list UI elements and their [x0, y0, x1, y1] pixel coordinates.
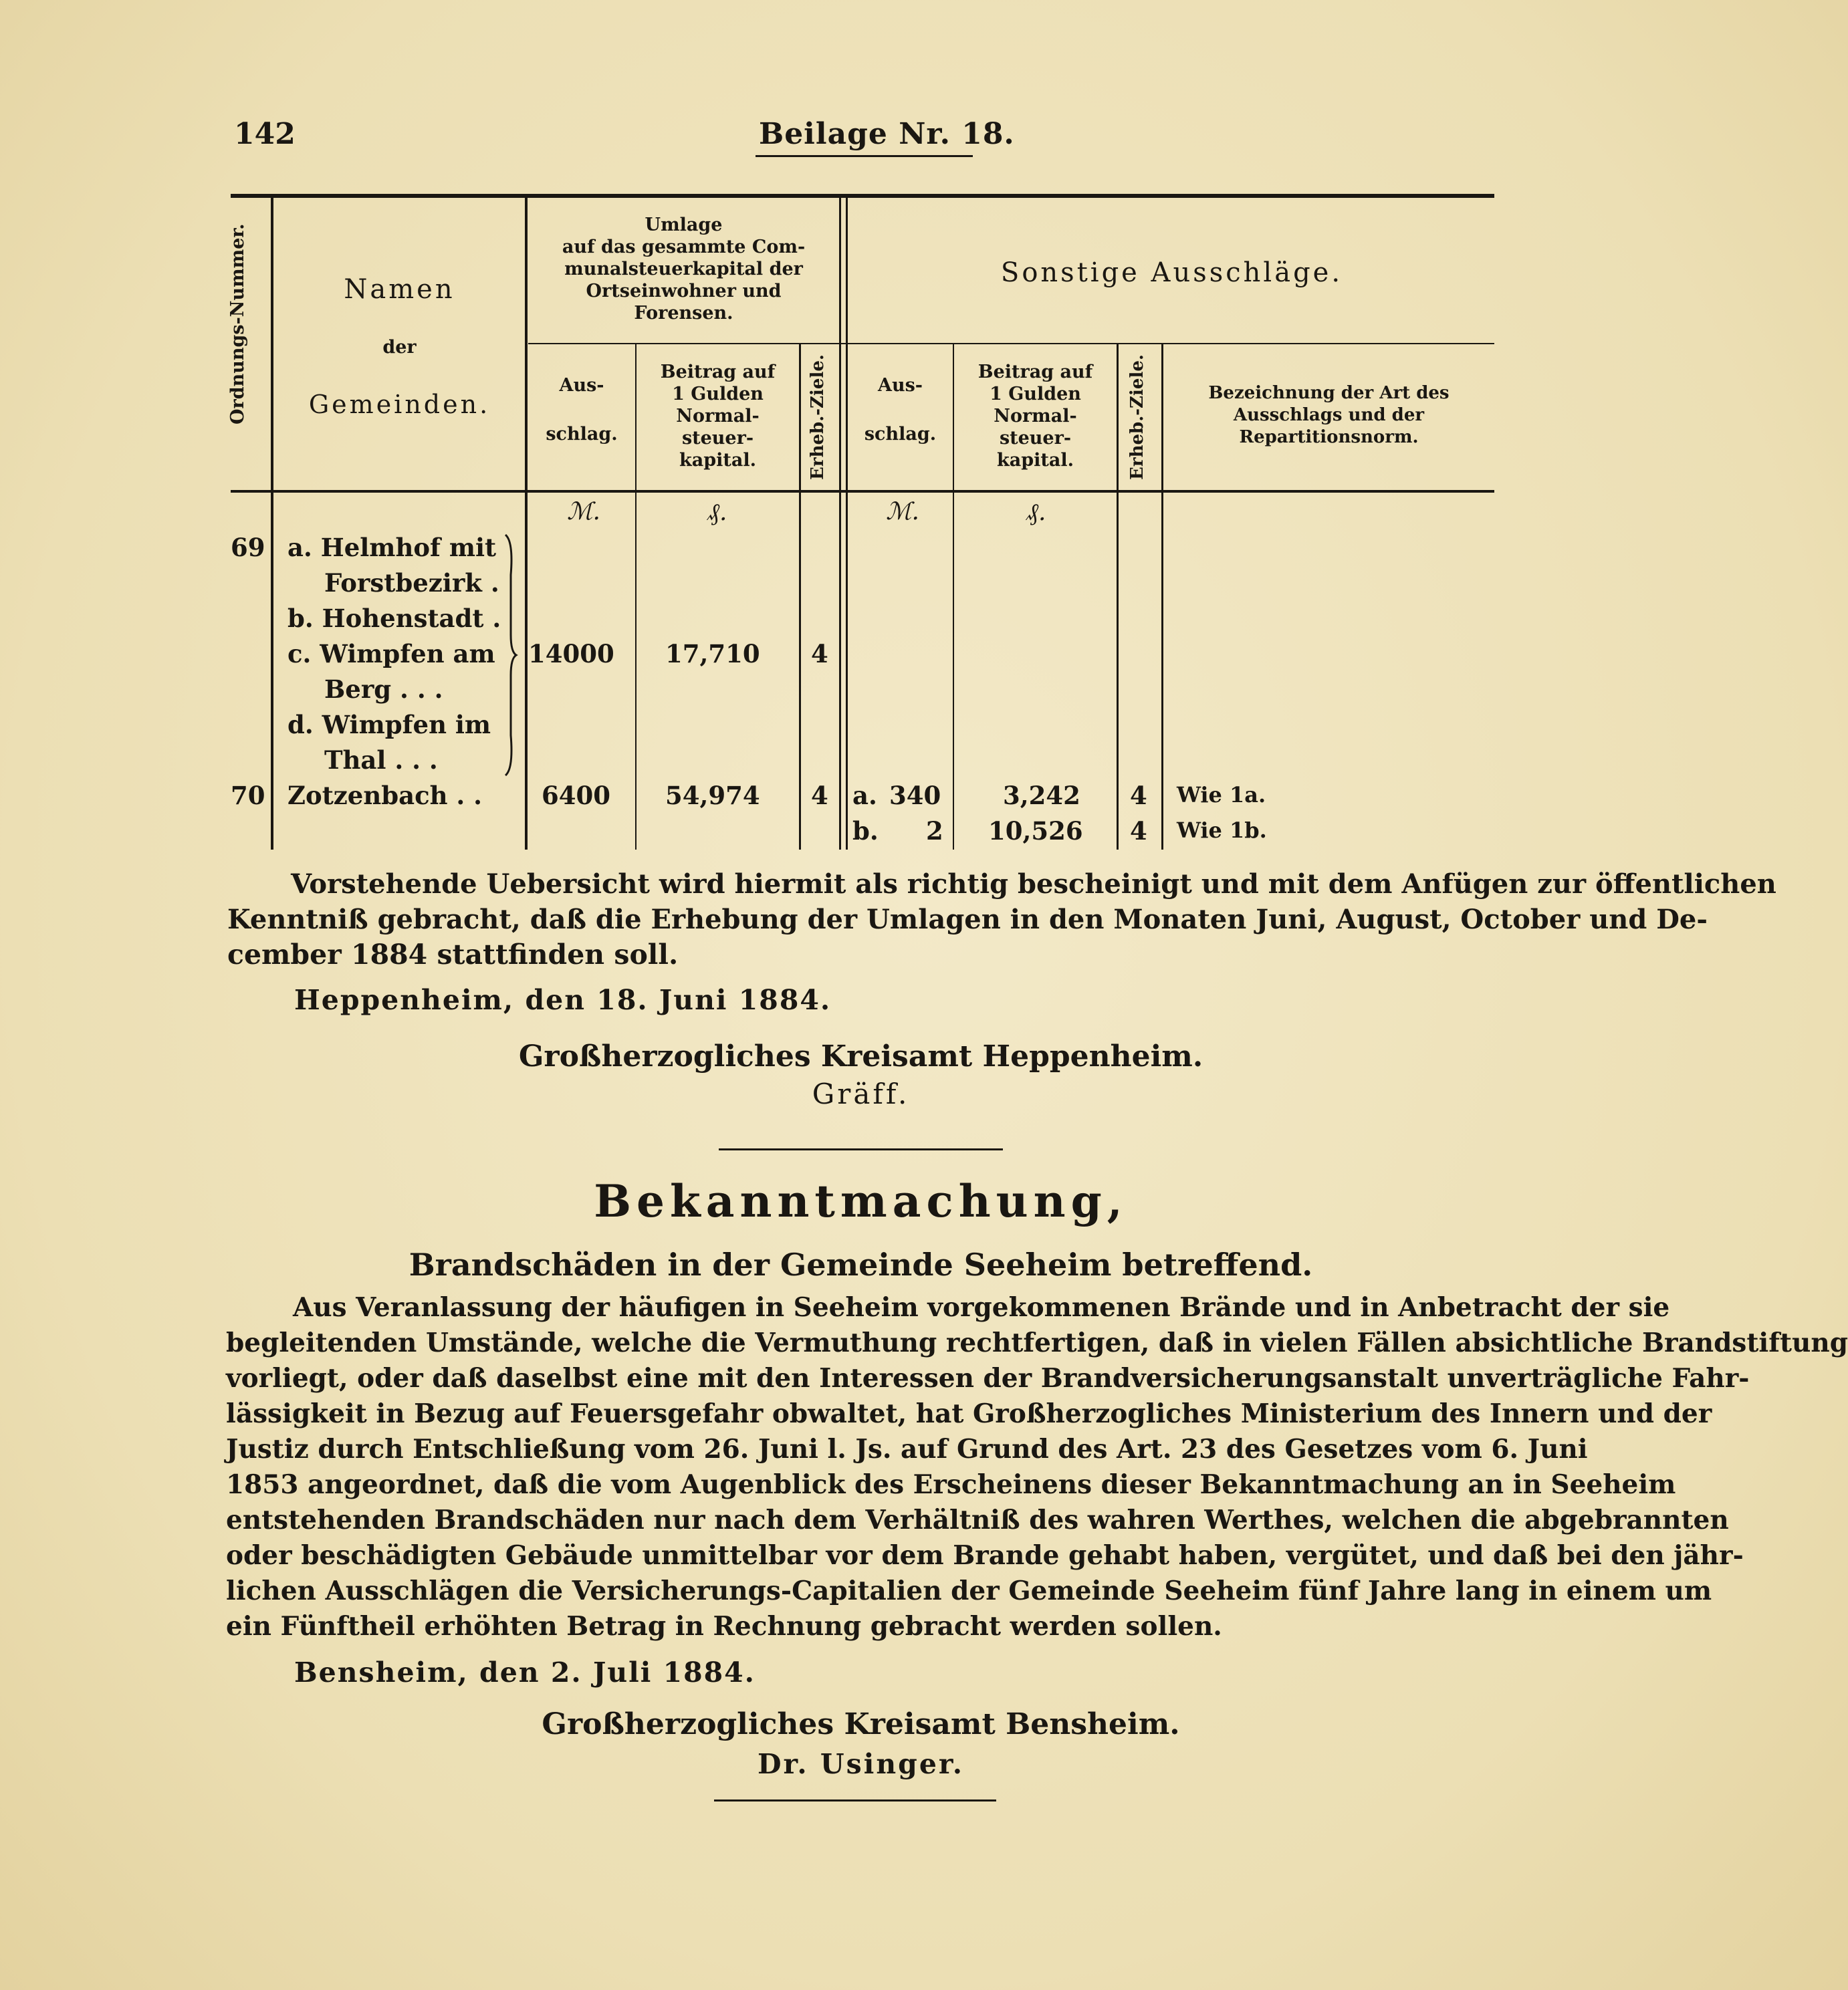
ausschlag-value: 6400	[542, 781, 610, 810]
sonstige-erheb: 4	[1130, 816, 1147, 846]
municipality-name: d. Wimpfen im	[287, 710, 491, 739]
bottom-rule	[714, 1799, 996, 1801]
header-namen: Namen	[344, 274, 455, 305]
row-number: 69	[231, 533, 265, 562]
municipality-name: Berg . . .	[324, 674, 443, 704]
supplement-title: Beilage Nr. 18.	[759, 117, 1015, 151]
ausschlag-value: 14000	[528, 639, 614, 668]
sonstige-beitrag: 10,526	[988, 816, 1083, 846]
erheb-value: 4	[811, 639, 828, 668]
signature-graeff: Gräff.	[812, 1078, 910, 1110]
page-number: 142	[234, 117, 296, 151]
municipality-name: Thal . . .	[324, 745, 438, 775]
subheader-ausschlag-2: Aus- schlag.	[864, 375, 937, 445]
subheader-ausschlag: Aus- schlag.	[546, 375, 618, 445]
header-umlage: Umlage auf das gesammte Com- munalsteuerkapital der Ortseinwohner und Forensen.	[562, 215, 806, 324]
sonstige-beitrag: 3,242	[1003, 781, 1080, 810]
sonstige-erheb: 4	[1130, 781, 1147, 810]
erheb-value: 4	[811, 781, 828, 810]
header-der: der	[382, 337, 417, 358]
separator-rule	[719, 1148, 1003, 1150]
sonstige-label: a.	[852, 781, 877, 810]
unit-mark-2: ℳ.	[886, 498, 919, 525]
unit-pfennig: ₰.	[707, 499, 727, 526]
municipality-name: Forstbezirk .	[324, 568, 499, 598]
subheader-beitrag-2: Beitrag auf 1 Gulden Normal- steuer- kapital.	[977, 362, 1093, 471]
signature-usinger: Dr. Usinger.	[757, 1748, 965, 1780]
notice-body: Aus Veranlassung der häufigen in Seeheim vorgekommenen Brände und in Anbetracht der sie begleitenden Umstände, welche die Vermuthung rechtfertigen, daß in vielen Fällen absichtliche Brandstiftung vorliegt, oder daß daselbst eine mit den Interessen der Brandversicherungsanstalt unverträgliche Fahr- lässigkeit in Bezug auf Feuersgefahr obwaltet, hat Großherzogliches Ministerium des Innern und der Justiz durch Entschließung vom 26. Juni l. Js. auf Grund des Art. 23 des Gesetzes vom 6. Juni 1853 angeordnet, daß die vom Augenblick des Erscheinens dieser Bekanntmachung an in Seeheim entstehenden Brandschäden nur nach dem Verhältniß des wahren Werthes, welchen die abgebrannten oder beschädigten Gebäude unmittelbar vor dem Brande gehabt haben, vergütet, und daß bei den jähr- lichen Ausschlägen die Versicherungs-Capitalien der Gemeinde Seeheim fünf Jahre lang in einem um ein Fünftheil erhöhten Betrag in Rechnung gebracht werden sollen.	[226, 1292, 1848, 1642]
sonstige-ausschlag: 2	[926, 816, 943, 846]
municipality-name: Zotzenbach . .	[287, 781, 483, 810]
beitrag-value: 17,710	[665, 639, 760, 668]
unit-pfennig-2: ₰.	[1026, 499, 1046, 526]
header-gemeinden: Gemeinden.	[308, 390, 491, 419]
row-number: 70	[231, 781, 265, 810]
beitrag-value: 54,974	[665, 781, 760, 810]
notice-subtitle: Brandschäden in der Gemeinde Seeheim betreffend.	[409, 1247, 1313, 1283]
municipality-name: b. Hohenstadt .	[287, 604, 501, 633]
sonstige-ausschlag: 340	[889, 781, 941, 810]
table-top-rule	[231, 194, 1494, 198]
place-date: Heppenheim, den 18. Juni 1884.	[294, 984, 832, 1016]
authority-bensheim: Großherzogliches Kreisamt Bensheim.	[542, 1707, 1180, 1741]
sonstige-bezeichnung: Wie 1b.	[1177, 818, 1267, 843]
certification-paragraph: Vorstehende Uebersicht wird hiermit als richtig bescheinigt und mit dem Anfügen zur öffentlichen Kenntniß gebracht, daß die Erhebung der Umlagen in den Monaten Juni, August, October und De- cember 1884 stattfinden soll.	[227, 868, 1776, 971]
sonstige-label: b.	[852, 816, 879, 846]
title-underline	[756, 155, 973, 157]
header-sonstige-ausschlaege: Sonstige Ausschläge.	[1000, 257, 1343, 288]
subheader-erheb-ziele-2: Erheb.-Ziele.	[1127, 354, 1147, 480]
subheader-beitrag: Beitrag auf 1 Gulden Normal- steuer- kapital.	[660, 362, 776, 471]
notice-title: Bekanntmachung,	[594, 1175, 1128, 1227]
municipality-name: a. Helmhof mit	[287, 533, 497, 562]
sonstige-bezeichnung: Wie 1a.	[1177, 782, 1266, 807]
table-subheader-rule	[528, 343, 1494, 344]
authority-heppenheim: Großherzogliches Kreisamt Heppenheim.	[518, 1039, 1203, 1074]
header-ordnungs-nummer: Ordnungs-Nummer.	[227, 223, 248, 424]
grouping-brace	[503, 535, 517, 775]
place-date-2: Bensheim, den 2. Juli 1884.	[294, 1656, 756, 1689]
table-header-rule	[231, 490, 1494, 493]
municipality-name: c. Wimpfen am	[287, 639, 495, 668]
unit-mark: ℳ.	[567, 498, 600, 525]
subheader-erheb-ziele: Erheb.-Ziele.	[808, 354, 828, 480]
subheader-bezeichnung: Bezeichnung der Art des Ausschlags und der Repartitionsnorm.	[1208, 383, 1450, 447]
